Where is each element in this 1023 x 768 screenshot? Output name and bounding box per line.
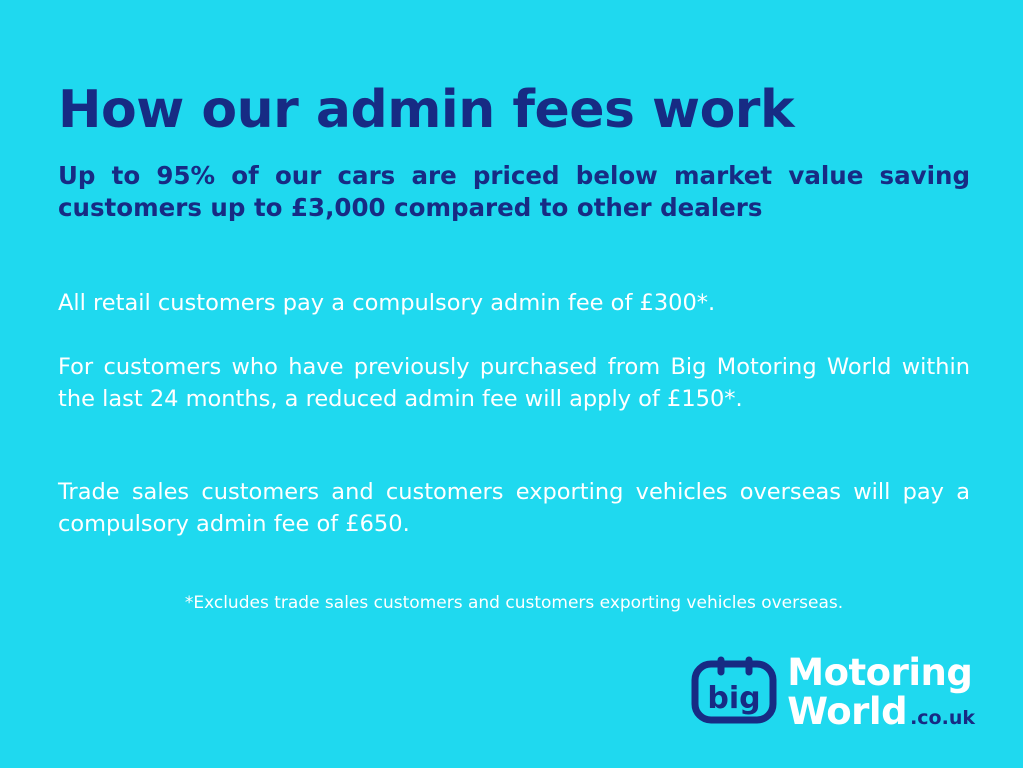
brand-line-world: World — [787, 690, 908, 733]
subheading-text: Up to 95% of our cars are priced below market value saving customers up to £3,000 compared to other dealers — [58, 161, 970, 222]
brand-tld: .co.uk — [910, 707, 975, 729]
paragraph-returning-customer-fee: For customers who have previously purchased from Big Motoring World within the last 24 months, a reduced admin fee will apply of £150*. — [58, 354, 970, 412]
paragraph-retail-fee: All retail customers pay a compulsory admin fee of £300*. — [58, 290, 716, 316]
page-title: How our admin fees work — [58, 80, 795, 140]
big-logo-icon — [691, 656, 777, 728]
brand-wordmark — [787, 651, 975, 733]
brand-logo — [691, 651, 975, 733]
footnote-text: *Excludes trade sales customers and customers exporting vehicles overseas. — [184, 593, 844, 613]
brand-line-motoring: Motoring — [787, 651, 973, 694]
paragraph-trade-export-fee: Trade sales customers and customers exporting vehicles overseas will pay a compulsory admin fee of £650. — [58, 479, 970, 537]
svg-text:big: big — [707, 681, 761, 716]
